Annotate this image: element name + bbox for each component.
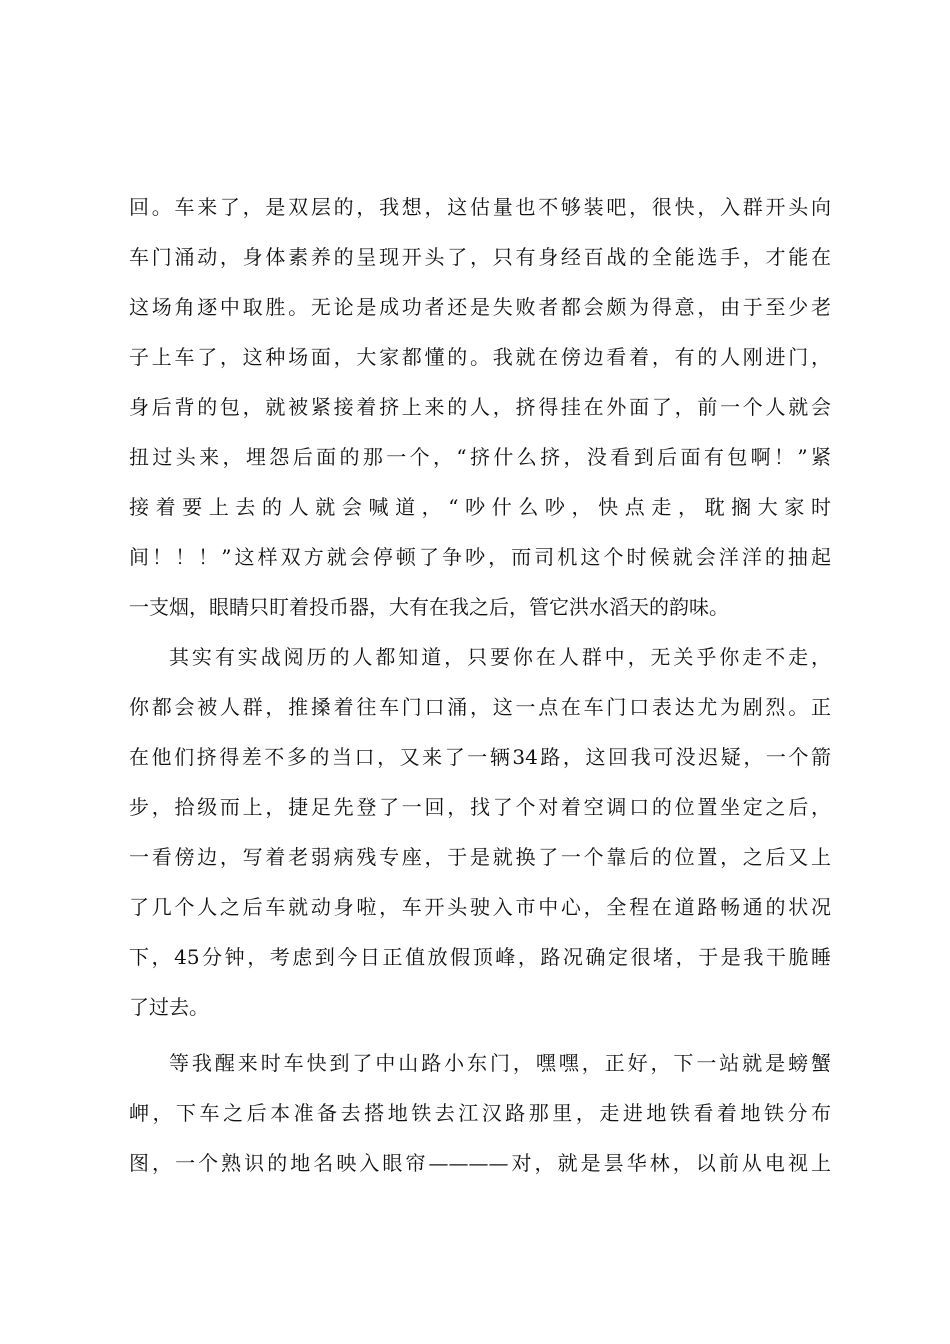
paragraph-3-line-1: 等我醒来时车快到了中山路小东门，嘿嘿，正好，下一站就是螃蟹 bbox=[169, 1051, 831, 1075]
paragraph-1-line-2: 车门涌动，身体素养的呈现开头了，只有身经百战的全能选手，才能在 bbox=[129, 245, 831, 269]
paragraph-1-line-1: 回。车来了，是双层的，我想，这估量也不够装吧，很快，入群开头向 bbox=[129, 195, 831, 219]
paragraph-1-line-9: 一支烟，眼睛只盯着投币器，大有在我之后，管它洪水滔天的韵味。 bbox=[129, 595, 729, 619]
paragraph-3-line-3: 图，一个熟识的地名映入眼帘————对，就是昙华林，以前从电视上 bbox=[129, 1151, 831, 1175]
paragraph-1-line-5: 身后背的包，就被紧接着挤上来的人，挤得挂在外面了，前一个人就会 bbox=[129, 395, 831, 419]
paragraph-1-line-8: 间！！！”这样双方就会停顿了争吵，而司机这个时候就会洋洋的抽起 bbox=[129, 545, 831, 569]
paragraph-1-line-7: 接着要上去的人就会喊道，“吵什么吵，快点走，耽搁大家时 bbox=[129, 495, 831, 519]
paragraph-2-line-8: 了过去。 bbox=[129, 995, 209, 1019]
paragraph-2-line-3: 在他们挤得差不多的当口，又来了一辆34路，这回我可没迟疑，一个箭 bbox=[129, 745, 831, 769]
paragraph-1-line-3: 这场角逐中取胜。无论是成功者还是失败者都会颇为得意，由于至少老 bbox=[129, 295, 831, 319]
paragraph-2-line-5: 一看傍边，写着老弱病残专座，于是就换了一个靠后的位置，之后又上 bbox=[129, 845, 831, 869]
paragraph-2-line-1: 其实有实战阅历的人都知道，只要你在人群中，无关乎你走不走， bbox=[169, 645, 831, 669]
paragraph-2-line-7: 下，45分钟，考虑到今日正值放假顶峰，路况确定很堵，于是我干脆睡 bbox=[129, 945, 831, 969]
paragraph-1-line-4: 子上车了，这种场面，大家都懂的。我就在傍边看着，有的人刚进门， bbox=[129, 345, 831, 369]
paragraph-2-line-2: 你都会被人群，推搡着往车门口涌，这一点在车门口表达尤为剧烈。正 bbox=[129, 695, 831, 719]
paragraph-1-line-6: 扭过头来，埋怨后面的那一个，“挤什么挤，没看到后面有包啊！”紧 bbox=[129, 445, 831, 469]
paragraph-3-line-2: 岬，下车之后本准备去搭地铁去江汉路那里，走进地铁看着地铁分布 bbox=[129, 1101, 831, 1125]
paragraph-2-line-4: 步，拾级而上，捷足先登了一回，找了个对着空调口的位置坐定之后， bbox=[129, 795, 831, 819]
paragraph-2-line-6: 了几个人之后车就动身啦，车开头驶入市中心，全程在道路畅通的状况 bbox=[129, 895, 831, 919]
